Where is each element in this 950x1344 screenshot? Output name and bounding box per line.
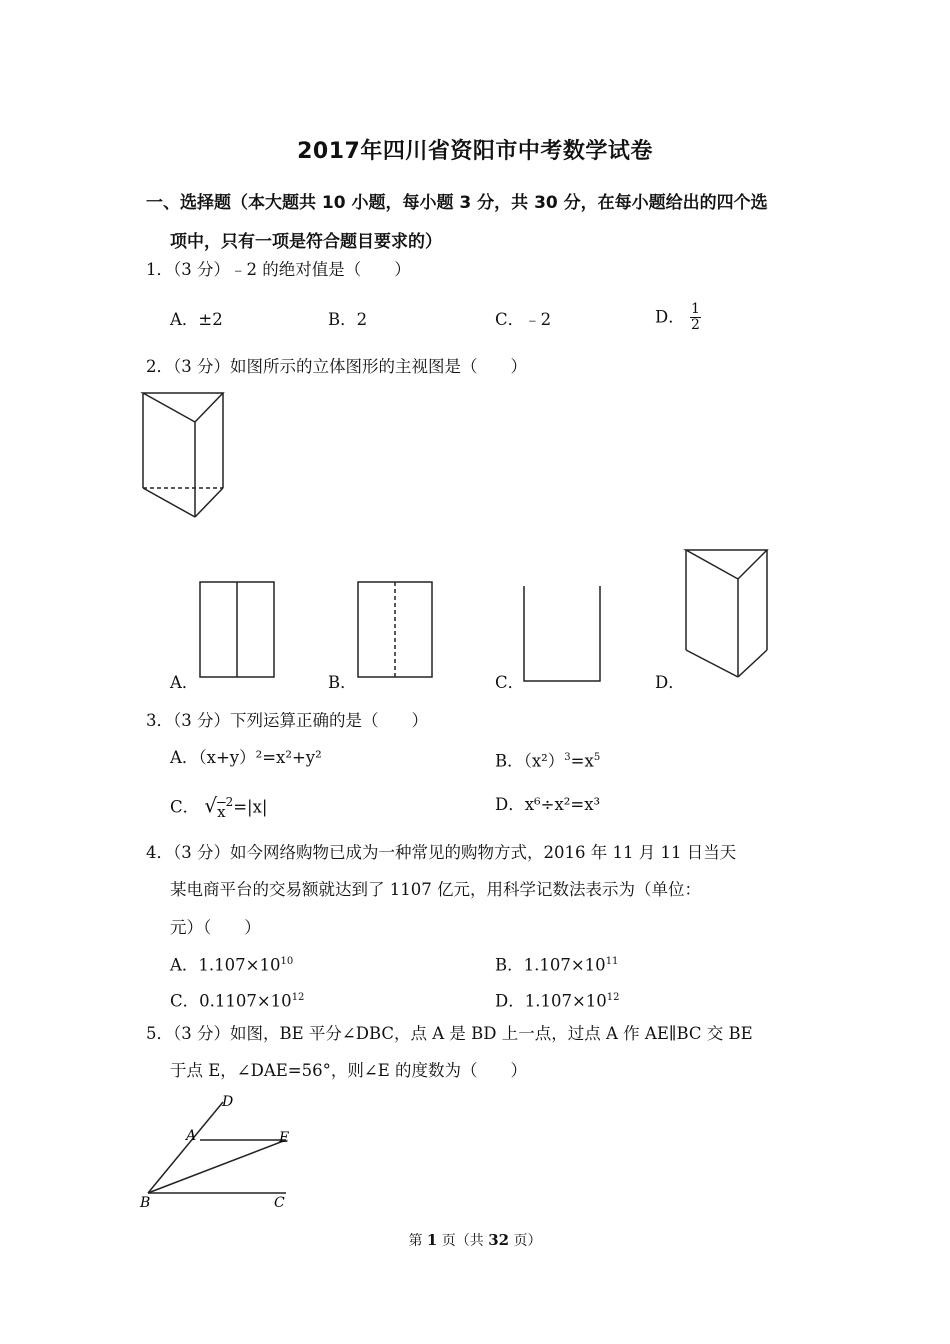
q4-option-c-base: C．0.1107×10 bbox=[170, 991, 292, 1011]
fraction-numerator: 1 bbox=[690, 301, 700, 317]
question-5-line2: 于点 E，∠DAE=56°，则∠E 的度数为（ ） bbox=[170, 1061, 527, 1080]
q4-option-b-base: B．1.107×10 bbox=[495, 955, 606, 975]
footer-page-number: 1 bbox=[426, 1231, 438, 1249]
q4-option-b bbox=[495, 952, 618, 976]
question-5-line1: 5．（3 分）如图，BE 平分∠DBC，点 A 是 BD 上一点，过点 A 作 AE∥BC 交 BE bbox=[146, 1024, 753, 1043]
q1-option-d bbox=[655, 302, 701, 333]
label-c: C bbox=[274, 1195, 285, 1211]
question-4-line2: 某电商平台的交易额就达到了 1107 亿元，用科学记数法表示为（单位： bbox=[170, 880, 701, 899]
triangular-prism-figure bbox=[140, 390, 230, 525]
q4-option-a-exp: 10 bbox=[280, 956, 294, 967]
section-heading-line1: 一、选择题（本大题共 10 小题，每小题 3 分，共 30 分，在每小题给出的四个选 bbox=[146, 193, 768, 213]
fraction bbox=[690, 302, 701, 333]
q1-option-a: A．±2 bbox=[170, 310, 223, 329]
sqrt-symbol: √ bbox=[204, 793, 218, 818]
q4-option-a bbox=[170, 952, 293, 976]
q2-option-b-figure bbox=[356, 580, 436, 680]
footer-mid: 页（共 bbox=[437, 1233, 489, 1249]
fraction-denominator: 2 bbox=[690, 317, 700, 333]
footer-total-pages: 32 bbox=[488, 1231, 510, 1249]
q4-option-c bbox=[170, 988, 304, 1012]
q2-option-d: D． bbox=[655, 673, 685, 692]
q2-option-d-figure bbox=[683, 547, 773, 682]
angle-bisector-figure bbox=[138, 1090, 308, 1215]
q3-option-c-exp: 2 bbox=[225, 795, 234, 809]
q4-option-a-base: A．1.107×10 bbox=[170, 955, 281, 975]
q3-option-b-rest: =x bbox=[570, 751, 594, 771]
q4-option-d bbox=[495, 988, 620, 1012]
section-heading-line2: 项中，只有一项是符合题目要求的） bbox=[170, 232, 442, 252]
q3-option-c-rest: =|x| bbox=[233, 797, 268, 817]
page-title: 2017年四川省资阳市中考数学试卷 bbox=[297, 139, 653, 164]
q1-option-c: C．﹣2 bbox=[495, 310, 552, 329]
q2-option-c-figure bbox=[522, 584, 604, 684]
q3-option-b-exp: 3 bbox=[564, 752, 571, 763]
label-e: E bbox=[279, 1130, 290, 1146]
q3-option-c-prefix: C． bbox=[170, 797, 200, 817]
q3-option-b bbox=[495, 748, 600, 772]
footer-suffix: 页） bbox=[509, 1233, 542, 1249]
q3-option-a: A．（x+y）²=x²+y² bbox=[170, 748, 322, 767]
q3-option-d: D．x⁶÷x²=x³ bbox=[495, 795, 601, 814]
question-4-line3: 元）（ ） bbox=[170, 918, 261, 937]
question-2-text: 2．（3 分）如图所示的立体图形的主视图是（ ） bbox=[146, 357, 527, 376]
q3-option-b-base: B．（x²） bbox=[495, 751, 565, 771]
q4-option-d-base: D．1.107×10 bbox=[495, 991, 607, 1011]
q1-option-d-prefix: D． bbox=[655, 307, 685, 327]
q4-option-b-exp: 11 bbox=[605, 956, 619, 967]
question-4-line1: 4．（3 分）如今网络购物已成为一种常见的购物方式，2016 年 11 月 11 日当天 bbox=[146, 843, 737, 862]
question-3-text: 3．（3 分）下列运算正确的是（ ） bbox=[146, 711, 428, 730]
label-d: D bbox=[222, 1094, 234, 1110]
q1-option-b: B．2 bbox=[328, 310, 368, 329]
footer-prefix: 第 bbox=[408, 1233, 427, 1249]
page-footer bbox=[0, 1230, 950, 1250]
label-b: B bbox=[140, 1195, 151, 1211]
q2-option-c: C． bbox=[495, 673, 525, 692]
q3-option-b-exp2: 5 bbox=[593, 752, 601, 763]
q2-option-a-figure bbox=[198, 580, 278, 680]
label-a: A bbox=[186, 1128, 197, 1144]
q3-option-c-var: x bbox=[217, 802, 226, 821]
q4-option-d-exp: 12 bbox=[606, 992, 620, 1003]
q2-option-a: A． bbox=[170, 673, 199, 692]
q4-option-c-exp: 12 bbox=[291, 992, 305, 1003]
q3-option-c bbox=[170, 792, 268, 821]
question-1-text: 1．（3 分）﹣2 的绝对值是（ ） bbox=[146, 260, 411, 279]
q2-option-b: B． bbox=[328, 673, 357, 692]
